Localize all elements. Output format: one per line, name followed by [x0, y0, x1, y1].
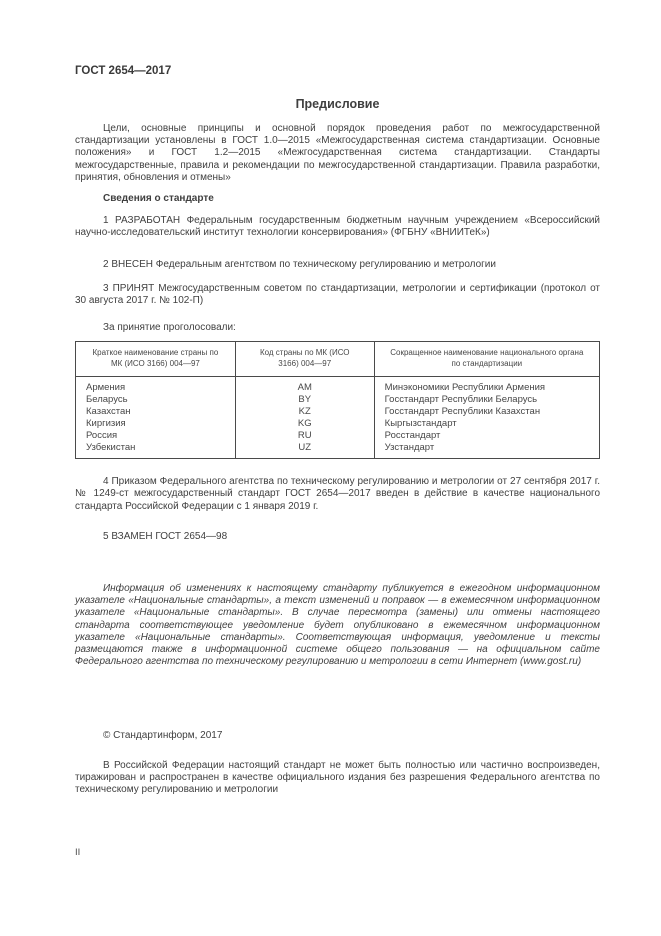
- doc-code: ГОСТ 2654—2017: [75, 65, 172, 77]
- table-row: [76, 430, 600, 442]
- code-cell: KZ: [235, 406, 374, 418]
- intro-paragraph: Цели, основные принципы и основной порядок проведения работ по межгосударственной стандартизации установлены в ГОСТ 1.0—2015 «Межгосударственная система стандартизации. Основные положения» и ГОСТ 1.2—2015 «Межгосударственная система стандартизации. Стандарты межгосударственные, правила и рекомендации по межгосударственной стандартизации. Правила разработки, принятия, обновления и отмены»: [75, 123, 600, 183]
- column-header-country: Краткое наименование страны по МК (ИСО 3166) 004—97: [76, 342, 236, 377]
- reproduction-notice: В Российской Федерации настоящий стандарт не может быть полностью или частично воспроизведен, тиражирован и распространен в качестве официального издания без разрешения Федерального агентства по техническому регулированию и метрологии: [75, 759, 600, 796]
- country-cell: Армения: [86, 382, 126, 394]
- item-enacted: 4 Приказом Федерального агентства по техническому регулированию и метрологии от 27 сентября 2017 г. № 1249-ст межгосударственный стандарт ГОСТ 2654—2017 введен в действие в качестве национального стандарта Российской Федерации с 1 января 2019 г.: [75, 476, 600, 512]
- body-cell: Узстандарт: [374, 442, 599, 459]
- country-cell: Казахстан: [86, 406, 131, 418]
- item-replaces: 5 ВЗАМЕН ГОСТ 2654—98: [103, 530, 228, 542]
- table-row: [76, 418, 600, 430]
- code-cell: BY: [235, 394, 374, 406]
- voted-label: За принятие проголосовали:: [103, 322, 236, 334]
- copyright-line: © Стандартинформ, 2017: [103, 730, 223, 742]
- voting-table-header: [76, 342, 600, 377]
- code-cell: UZ: [235, 442, 374, 459]
- item-submitted: 2 ВНЕСЕН Федеральным агентством по техническому регулированию и метрологии: [103, 259, 496, 271]
- section-heading: Сведения о стандарте: [103, 193, 214, 205]
- body-cell: Госстандарт Республики Беларусь: [374, 394, 599, 406]
- country-cell: Узбекистан: [86, 442, 136, 454]
- code-cell: RU: [235, 430, 374, 442]
- code-cell: AM: [235, 377, 374, 395]
- item-adopted: 3 ПРИНЯТ Межгосударственным советом по стандартизации, метрологии и сертификации (протокол от 30 августа 2017 г. № 102-П): [75, 282, 600, 306]
- table-row: [76, 406, 600, 418]
- body-cell: Минэкономики Республики Армения: [374, 377, 599, 395]
- country-cell: Россия: [86, 430, 118, 442]
- table-row: [76, 442, 600, 459]
- table-row: [76, 394, 600, 406]
- country-cell: Беларусь: [86, 394, 128, 406]
- update-notice: Информация об изменениях к настоящему стандарту публикуется в ежегодном информационном указателе «Национальные стандарты», а текст изменений и поправок — в ежемесячном информационном указателе «Национальные стандарты». В случае пересмотра (замены) или отмены настоящего стандарта соответствующее уведомление будет опубликовано в ежемесячном информационном указателе «Национальные стандарты». Соответствующая информация, уведомление и тексты размещаются также в информационной системе общего пользования — на официальном сайте Федерального агентства по техническому регулированию и метрологии в сети Интернет (www.gost.ru): [75, 583, 600, 668]
- item-developed: 1 РАЗРАБОТАН Федеральным государственным бюджетным научным учреждением «Всероссийский научно-исследовательский институт технологии консервирования» (ФГБНУ «ВНИИТеК»): [75, 215, 600, 239]
- column-header-body: Сокращенное наименование национального органа по стандартизации: [374, 342, 599, 377]
- country-cell: Киргизия: [86, 418, 126, 430]
- page-number: II: [75, 847, 81, 858]
- body-cell: Кыргызстандарт: [374, 418, 599, 430]
- column-header-code: Код страны по МК (ИСО 3166) 004—97: [235, 342, 374, 377]
- page-title: Предисловие: [295, 97, 380, 111]
- code-cell: KG: [235, 418, 374, 430]
- body-cell: Госстандарт Республики Казахстан: [374, 406, 599, 418]
- voting-table: [75, 341, 600, 459]
- table-row: [76, 377, 600, 395]
- body-cell: Росстандарт: [374, 430, 599, 442]
